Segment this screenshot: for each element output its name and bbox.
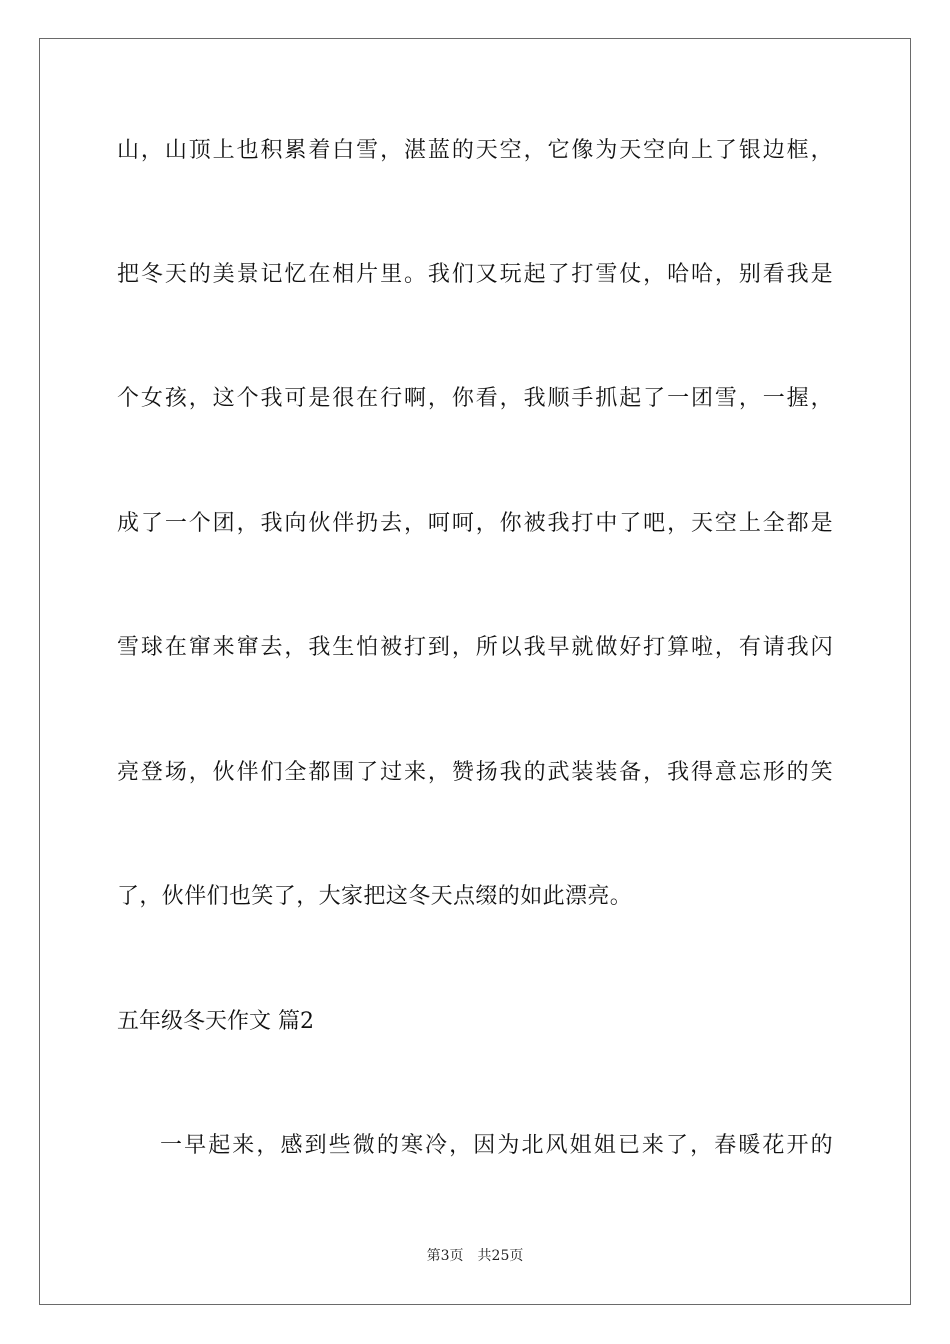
body-line-5: 雪球在窜来窜去，我生怕被打到，所以我早就做好打算啦，有请我闪 <box>117 635 833 660</box>
body-line-4: 成了一个团，我向伙伴扔去，呵呵，你被我打中了吧，天空上全都是 <box>117 511 833 536</box>
body-line-2: 把冬天的美景记忆在相片里。我们又玩起了打雪仗，哈哈，别看我是 <box>117 262 833 287</box>
body-line-3: 个女孩，这个我可是很在行啊，你看，我顺手抓起了一团雪，一握， <box>117 386 833 411</box>
section-heading: 五年级冬天作文 篇2 <box>117 1009 314 1034</box>
body-line-7: 了，伙伴们也笑了，大家把这冬天点缀的如此漂亮。 <box>117 884 633 909</box>
page-number: 第3页 <box>426 1248 464 1264</box>
page-footer <box>0 1247 950 1265</box>
page-total: 共25页 <box>477 1248 524 1264</box>
body-line-6: 亮登场，伙伴们全都围了过来，赞扬我的武装装备，我得意忘形的笑 <box>117 760 833 785</box>
page-border <box>39 38 911 1305</box>
body-line-1: 山，山顶上也积累着白雪，湛蓝的天空，它像为天空向上了银边框， <box>117 138 833 163</box>
paragraph-first-line: 一早起来，感到些微的寒冷，因为北风姐姐已来了，春暖花开的 <box>160 1133 833 1158</box>
